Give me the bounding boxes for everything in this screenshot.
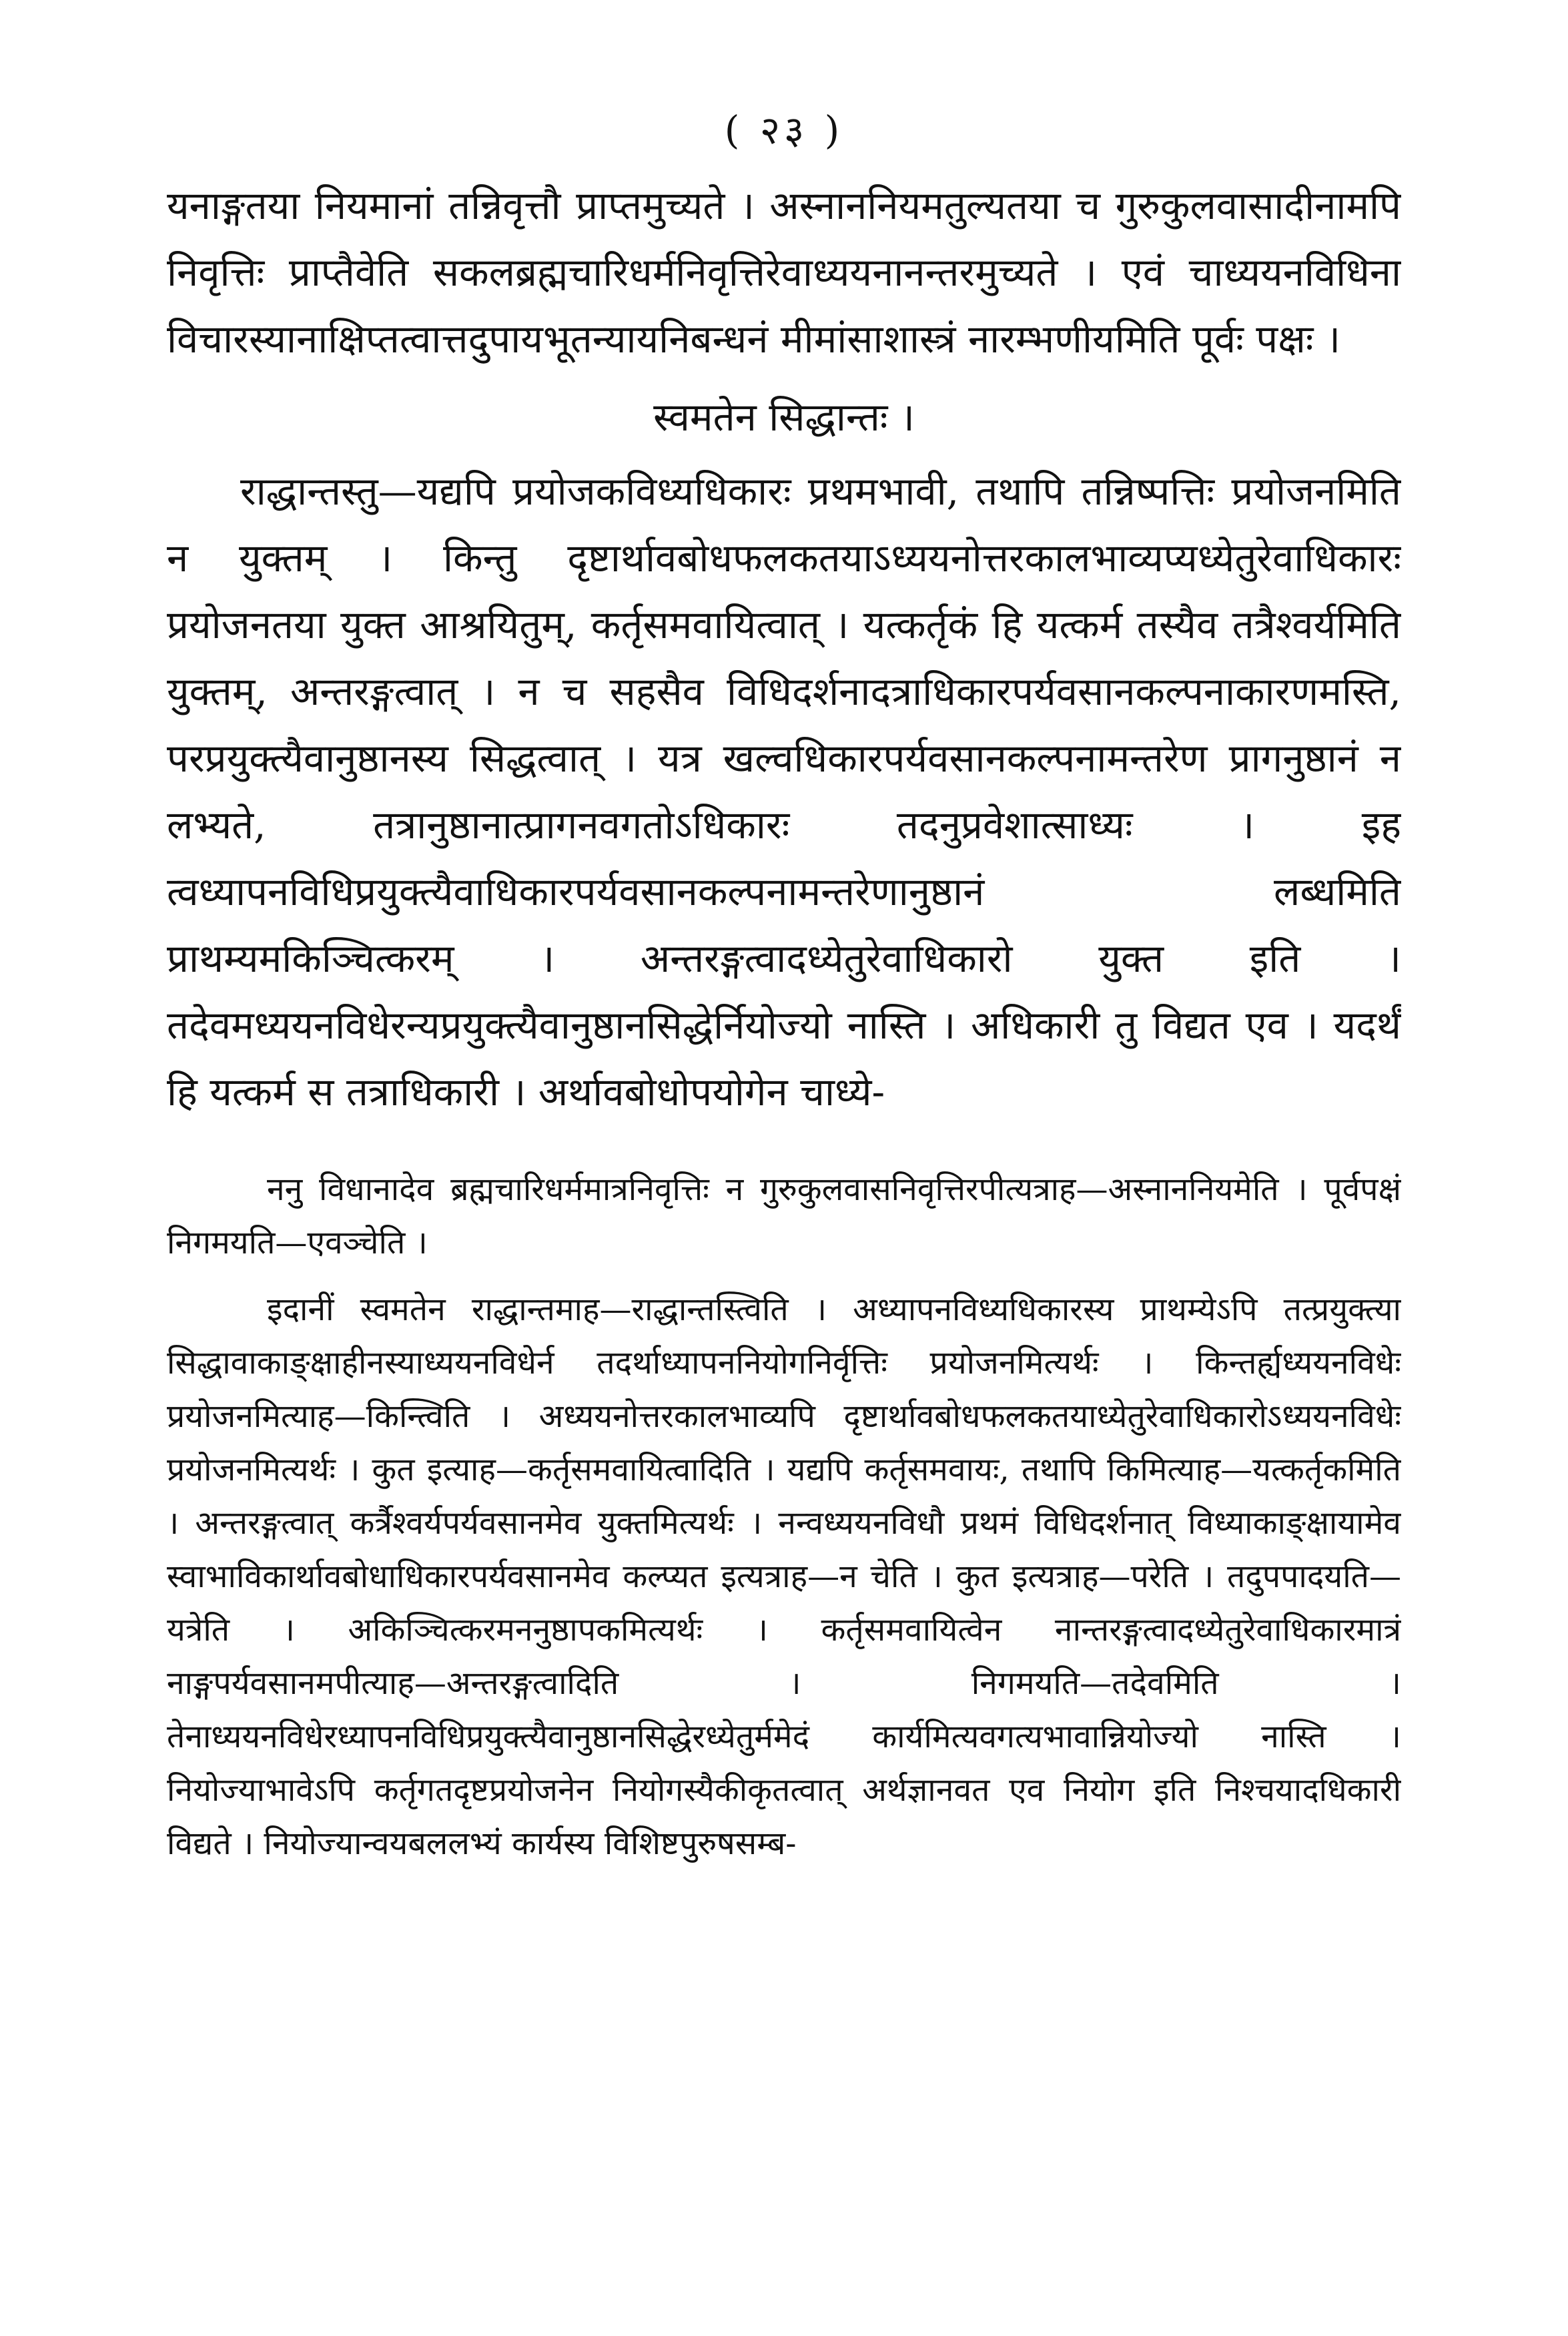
commentary-paragraph-2: इदानीं स्वमतेन राद्धान्तमाह—राद्धान्तस्त्विति । अध्यापनविध्यधिकारस्य प्राथम्येऽपि तत्प्रयुक्त्या सिद्धावाकाङ्क्षाहीनस्याध्ययनविधेर्न तदर्थाध्यापननियोगनिर्वृत्तिः प्रयोजनमित्यर्थः । किन्तर्ह्यध्ययनविधेः प्रयोजनमित्याह—किन्त्विति । अध्ययनोत्तरकालभाव्यपि दृष्टार्थावबोधफलकतयाध्येतुरेवाधिकारोऽध्ययनविधेः प्रयोजनमित्यर्थः । कुत इत्याह—कर्तृसमवायित्वादिति । यद्यपि कर्तृसमवायः, तथापि किमित्याह—यत्कर्तृकमिति । अन्तरङ्गत्वात् कर्त्रैश्वर्यपर्यवसानमेव युक्तमित्यर्थः । नन्वध्ययनविधौ प्रथमं विधिदर्शनात् विध्याकाङ्क्षायामेव स्वाभाविकार्थावबोधाधिकारपर्यवसानमेव कल्प्यत इत्यत्राह—न चेति । कुत इत्यत्राह—परेति । तदुपपादयति—यत्रेति । अकिञ्चित्करमननुष्ठापकमित्यर्थः । कर्तृसमवायित्वेन नान्तरङ्गत्वादध्येतुरेवाधिकारमात्रं नाङ्गपर्यवसानमपीत्याह—अन्तरङ्गत्वादिति । निगमयति—तदेवमिति । तेनाध्ययनविधेरध्यापनविधिप्रयुक्त्यैवानुष्ठानसिद्धेरध्येतुर्ममेदं कार्यमित्यवगत्यभावान्नियोज्यो नास्ति । नियोज्याभावेऽपि कर्तृगतदृष्टप्रयोजनेन नियोगस्यैकीकृतत्वात् अर्थज्ञानवत एव नियोग इति निश्चयादधिकारी विद्यते । नियोज्यान्वयबललभ्यं कार्यस्य विशिष्टपुरुषसम्ब- [167,1291,1401,1862]
commentary [167,1163,1401,1870]
book-page [167,100,1401,2269]
main-paragraph-2: राद्धान्तस्तु—यद्यपि प्रयोजकविध्यधिकारः प्रथमभावी, तथापि तन्निष्पत्तिः प्रयोजनमिति न युक्तम् । किन्तु दृष्टार्थावबोधफलकतयाऽध्ययनोत्तरकालभाव्यप्यध्येतुरेवाधिकारः प्रयोजनतया युक्त आश्रयितुम्, कर्तृसमवायित्वात् । यत्कर्तृकं हि यत्कर्म तस्यैव तत्रैश्वर्यमिति युक्तम्, अन्तरङ्गत्वात् । न च सहसैव विधिदर्शनादत्राधिकारपर्यवसानकल्पनाकारणमस्ति, परप्रयुक्त्यैवानुष्ठानस्य सिद्धत्वात् । यत्र खल्वधिकारपर्यवसानकल्पनामन्तरेण प्रागनुष्ठानं न लभ्यते, तत्रानुष्ठानात्प्रागनवगतोऽधिकारः तदनुप्रवेशात्साध्यः । इह त्वध्यापनविधिप्रयुक्त्यैवाधिकारपर्यवसानकल्पनामन्तरेणानुष्ठानं लब्धमिति प्राथम्यमकिञ्चित्करम् । अन्तरङ्गत्वादध्येतुरेवाधिकारो युक्त इति । तदेवमध्ययनविधेरन्यप्रयुक्त्यैवानुष्ठानसिद्धेर्नियोज्यो नास्ति । अधिकारी तु विद्यत एव । यदर्थं हि यत्कर्म स तत्राधिकारी । अर्थावबोधोपयोगेन चाध्ये- [167,469,1401,1115]
commentary-paragraph-1: ननु विधानादेव ब्रह्मचारिधर्ममात्रनिवृत्तिः न गुरुकुलवासनिवृत्तिरपीत्यत्राह—अस्नाननियमेति । पूर्वपक्षं निगमयति—एवञ्चेति । [167,1171,1401,1261]
page-number: ( २३ ) [724,107,844,153]
main-text [167,172,1401,1125]
section-heading: स्वमतेन सिद्धान्तः । [653,394,915,440]
main-paragraph-1: यनाङ्गतया नियमानां तन्निवृत्तौ प्राप्तमुच्यते । अस्नाननियमतुल्यतया च गुरुकुलवासादीनामपि निवृत्तिः प्राप्तैवेति सकलब्रह्मचारिधर्मनिवृत्तिरेवाध्ययनानन्तरमुच्यते । एवं चाध्ययनविधिना विचारस्यानाक्षिप्तत्वात्तदुपायभूतन्यायनिबन्धनं मीमांसाशास्त्रं नारम्भणीयमिति पूर्वः पक्षः । [167,183,1401,362]
